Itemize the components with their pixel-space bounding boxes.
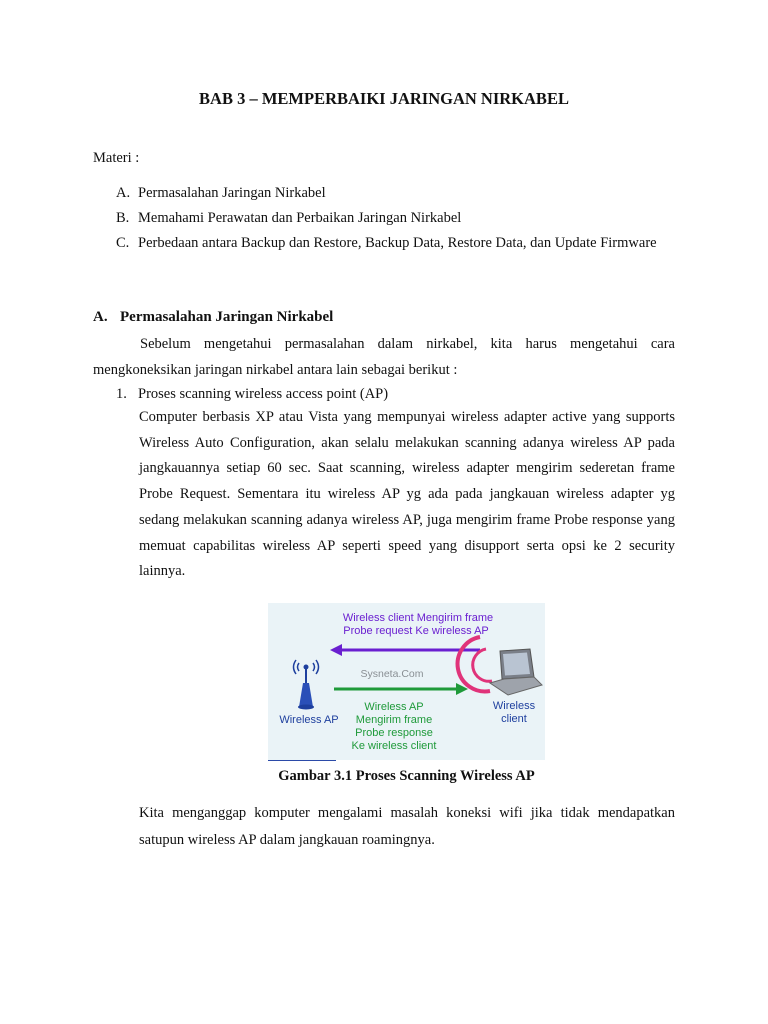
bottom-label-line3: Probe response <box>355 727 433 739</box>
section-title: Permasalahan Jaringan Nirkabel <box>120 309 334 325</box>
closing-paragraph: Kita menganggap komputer mengalami masalah koneksi wifi jika tidak mendapatkan satupun wireless AP dalam jangkauan roamingnya. <box>139 805 675 848</box>
outline-letter: C. <box>116 235 130 251</box>
diagram-canvas <box>268 603 545 760</box>
outline-text: Memahami Perawatan dan Perbaikan Jaringan Nirkabel <box>138 210 462 226</box>
top-label-line2: Probe request Ke wireless AP <box>343 625 489 637</box>
intro-paragraph: Sebelum mengetahui permasalahan dalam nirkabel, kita harus mengetahui cara mengkoneksikan jaringan nirkabel antara lain sebagai berikut : <box>93 336 675 378</box>
step-heading <box>116 382 388 407</box>
access-point-icon <box>294 660 319 710</box>
figure-caption: Gambar 3.1 Proses Scanning Wireless AP <box>278 768 535 784</box>
probe-request-arrowhead <box>330 644 342 656</box>
chapter-title: BAB 3 – MEMPERBAIKI JARINGAN NIRKABEL <box>199 89 569 108</box>
topic-outline <box>116 181 676 256</box>
outline-letter: A. <box>116 185 131 201</box>
watermark-text: Sysneta.Com <box>360 668 424 680</box>
section-letter: A. <box>93 309 108 325</box>
figure-underline <box>268 760 336 761</box>
client-label-line2: client <box>501 713 527 725</box>
client-label-line1: Wireless <box>492 700 536 712</box>
ap-label: Wireless AP <box>279 714 339 726</box>
bottom-label-line4: Ke wireless client <box>351 740 437 752</box>
materi-label: Materi : <box>93 150 140 166</box>
outline-item <box>116 231 676 256</box>
section-heading <box>93 309 333 326</box>
outline-item <box>116 206 676 231</box>
step-number: 1. <box>116 386 127 402</box>
top-label-line1: Wireless client Mengirim frame <box>342 612 494 624</box>
bottom-label-line2: Mengirim frame <box>355 714 433 726</box>
laptop-icon <box>458 637 542 695</box>
bottom-label-line1: Wireless AP <box>364 701 424 713</box>
outline-text: Permasalahan Jaringan Nirkabel <box>138 185 326 201</box>
scanning-diagram <box>268 603 545 760</box>
outline-letter: B. <box>116 210 130 226</box>
step-title: Proses scanning wireless access point (AP) <box>138 386 389 402</box>
outline-item <box>116 181 676 206</box>
outline-text: Perbedaan antara Backup dan Restore, Backup Data, Restore Data, dan Update Firmware <box>138 235 657 251</box>
step-paragraph: Computer berbasis XP atau Vista yang mempunyai wireless adapter active yang supports Wireless Auto Configuration, akan selalu melakukan scanning adanya wireless AP pada jangkauannya setiap 60 sec. Saat scanning, wireless adapter mengirim sederetan frame Probe Request. Sementara itu wireless AP yg ada pada jangkauan wireless adapter yg sedang melakukan scanning adanya wireless AP, juga mengirim frame Probe response yang memuat capabilitas wireless AP seperti speed yang disupport serta opsi ke 2 security lainnya. <box>139 409 675 580</box>
